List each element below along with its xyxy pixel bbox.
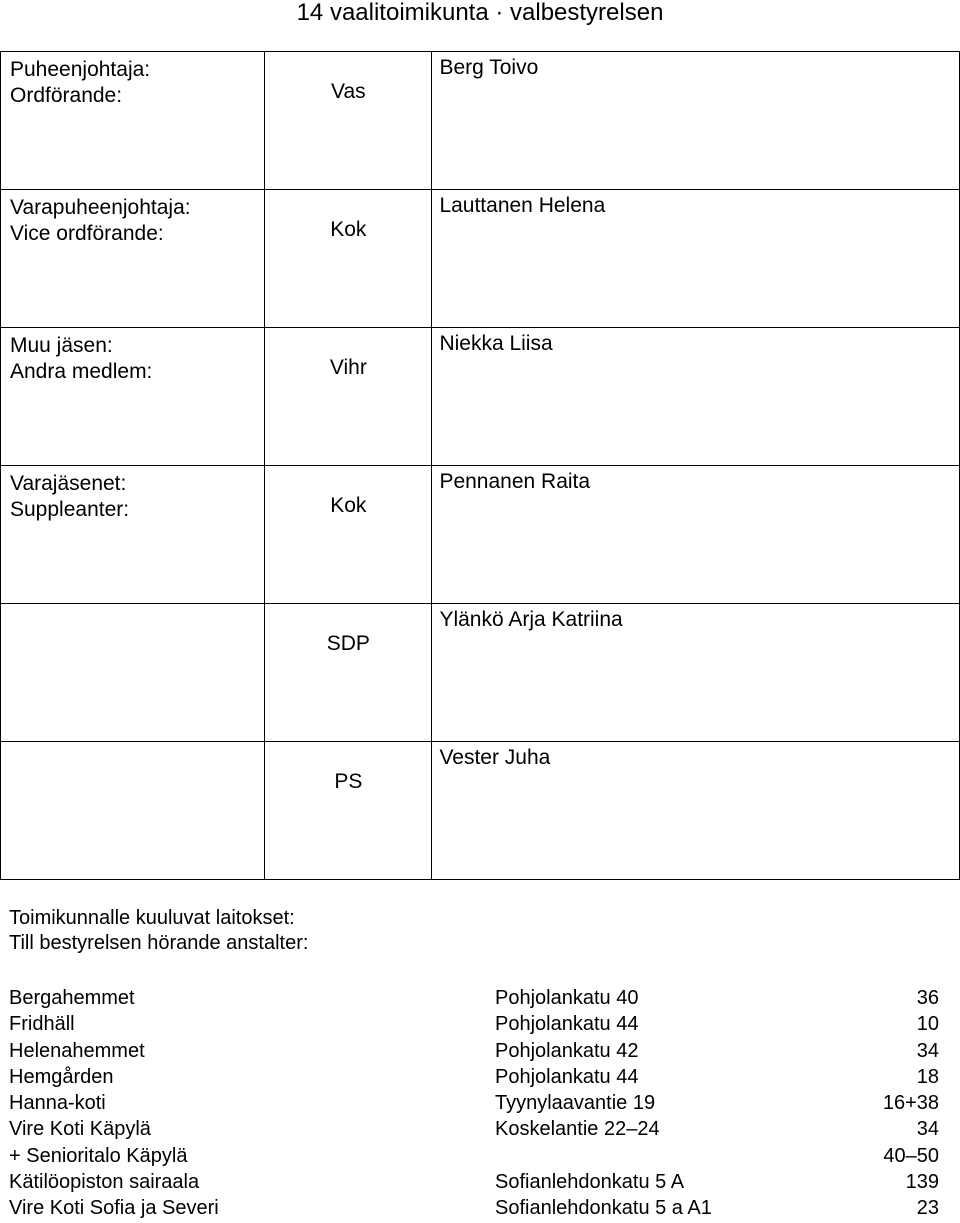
institution-address: Sofianlehdonkatu 5 a A1 <box>495 1197 712 1220</box>
member-cell <box>432 190 960 328</box>
board-table <box>0 51 960 880</box>
institution-address: Tyynylaavantie 19 <box>495 1092 656 1115</box>
institution-name: Hanna-koti <box>9 1092 106 1115</box>
institution-name: + Senioritalo Käpylä <box>9 1144 188 1167</box>
institutions-list <box>9 985 949 1222</box>
institutions-heading <box>9 906 308 956</box>
member-cell <box>432 604 960 742</box>
member-name: Berg Toivo <box>439 56 539 79</box>
institution-name: Vire Koti Käpylä <box>9 1118 151 1141</box>
role-cell <box>1 328 265 466</box>
board-row <box>1 604 960 742</box>
party-cell <box>265 190 432 328</box>
board-row <box>1 466 960 604</box>
institution-address: Pohjolankatu 44 <box>495 1013 639 1036</box>
party: Vas <box>331 80 366 103</box>
board-row <box>1 742 960 880</box>
institution-name: Vire Koti Sofia ja Severi <box>9 1197 219 1220</box>
member-name: Niekka Liisa <box>439 332 553 355</box>
list-item <box>9 1011 949 1037</box>
member-cell <box>432 466 960 604</box>
institution-number: 36 <box>916 987 939 1009</box>
role-cell <box>1 190 265 328</box>
institution-name: Helenahemmet <box>9 1039 145 1062</box>
list-item <box>9 1195 949 1221</box>
institution-address: Sofianlehdonkatu 5 A <box>495 1171 685 1194</box>
institution-address: Pohjolankatu 42 <box>495 1039 639 1062</box>
party: Kok <box>330 218 367 241</box>
member-cell <box>432 742 960 880</box>
institution-number: 16+38 <box>882 1092 939 1115</box>
list-item <box>9 1090 949 1116</box>
party: Kok <box>330 494 367 517</box>
board-row <box>1 190 960 328</box>
member-name: Lauttanen Helena <box>439 194 606 217</box>
member-name: Vester Juha <box>439 746 551 769</box>
role-sv: Vice ordförande: <box>10 222 164 245</box>
role-sv: Suppleanter: <box>10 498 130 521</box>
list-item <box>9 1064 949 1090</box>
role-fi: Muu jäsen: <box>10 334 113 357</box>
role-sv: Andra medlem: <box>10 360 153 383</box>
member-name: Ylänkö Arja Katriina <box>439 608 623 631</box>
page-title: 14 vaalitoimikunta · valbestyrelsen <box>296 0 664 26</box>
institution-address: Pohjolankatu 40 <box>495 987 639 1009</box>
institution-number: 40–50 <box>883 1144 939 1167</box>
list-item <box>9 1143 949 1169</box>
role-fi: Puheenjohtaja: <box>10 58 151 81</box>
party: Vihr <box>329 356 367 379</box>
party-cell <box>265 52 432 190</box>
institution-address: Pohjolankatu 44 <box>495 1065 639 1088</box>
party-cell <box>265 466 432 604</box>
institution-name: Kätilöopiston sairaala <box>9 1171 200 1194</box>
institution-name: Fridhäll <box>9 1013 75 1036</box>
role-fi: Varapuheenjohtaja: <box>10 196 191 219</box>
member-cell <box>432 328 960 466</box>
institutions-heading-sv: Till bestyrelsen hörande anstalter: <box>9 932 309 954</box>
list-item <box>9 1116 949 1142</box>
role-cell <box>1 742 265 880</box>
institution-number: 18 <box>916 1065 939 1088</box>
party: PS <box>334 770 363 793</box>
party-cell <box>265 328 432 466</box>
institution-number: 34 <box>916 1039 939 1062</box>
list-item <box>9 1169 949 1195</box>
list-item <box>9 1038 949 1064</box>
institutions-heading-fi: Toimikunnalle kuuluvat laitokset: <box>9 907 295 929</box>
institution-number: 23 <box>916 1197 939 1220</box>
party-cell <box>265 742 432 880</box>
institution-number: 139 <box>905 1171 939 1194</box>
institution-address: Koskelantie 22–24 <box>495 1118 660 1141</box>
institution-name: Bergahemmet <box>9 987 135 1009</box>
board-row <box>1 52 960 190</box>
member-name: Pennanen Raita <box>439 470 591 493</box>
member-cell <box>432 52 960 190</box>
role-sv: Ordförande: <box>10 84 123 107</box>
role-fi: Varajäsenet: <box>10 472 127 495</box>
party-cell <box>265 604 432 742</box>
board-row <box>1 328 960 466</box>
institution-name: Hemgården <box>9 1065 114 1088</box>
institution-number: 34 <box>916 1118 939 1141</box>
role-cell <box>1 52 265 190</box>
list-item <box>9 985 949 1011</box>
role-cell <box>1 466 265 604</box>
institution-number: 10 <box>916 1013 939 1036</box>
role-cell <box>1 604 265 742</box>
party: SDP <box>326 632 370 655</box>
